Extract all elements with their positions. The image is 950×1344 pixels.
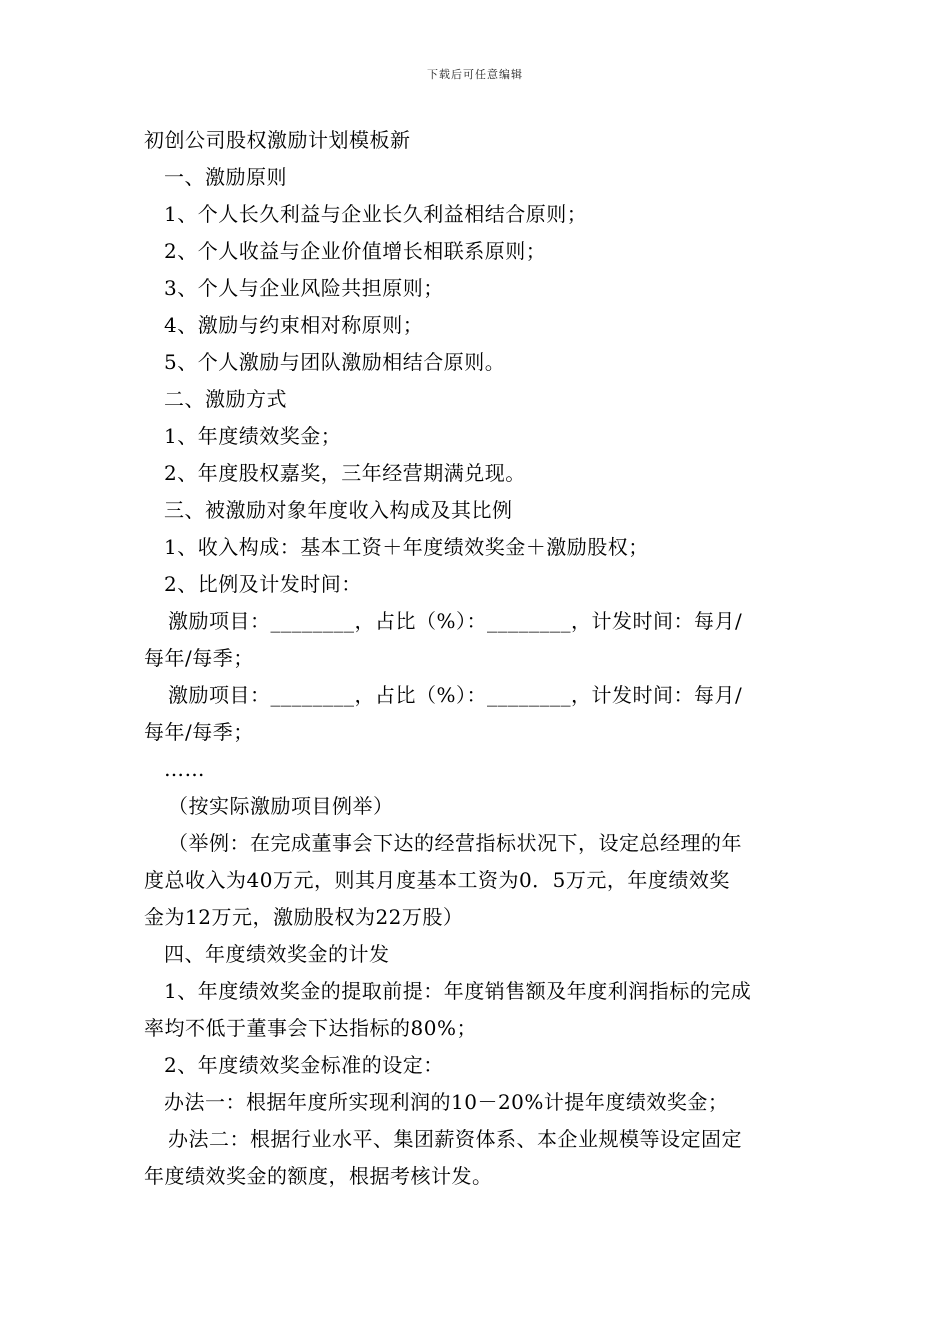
method-2-line-2: 年度绩效奖金的额度，根据考核计发。 — [144, 1164, 493, 1188]
section2-item-1: 1、年度绩效奖金； — [164, 424, 342, 448]
section4-item-2: 2、年度绩效奖金标准的设定： — [164, 1053, 444, 1077]
section1-item-3: 3、个人与企业风险共担原则； — [164, 276, 444, 300]
example-line-1: （举例：在完成董事会下达的经营指标状况下，设定总经理的年 — [168, 831, 742, 855]
section3-heading: 三、被激励对象年度收入构成及其比例 — [164, 498, 513, 522]
header-note: 下载后可任意编辑 — [427, 68, 523, 81]
section1-item-1: 1、个人长久利益与企业长久利益相结合原则； — [164, 202, 588, 226]
section1-item-2: 2、个人收益与企业价值增长相联系原则； — [164, 239, 547, 263]
example-note: （按实际激励项目例举） — [168, 794, 394, 818]
document-title: 初创公司股权激励计划模板新 — [144, 128, 411, 152]
example-line-3: 金为12万元，激励股权为22万股） — [144, 905, 464, 929]
section1-heading: 一、激励原则 — [164, 165, 287, 189]
incentive-row-1-line-1: 激励项目：________，占比（%）：________，计发时间：每月/ — [168, 609, 743, 633]
document-body — [144, 122, 814, 1195]
section3-item-1: 1、收入构成：基本工资＋年度绩效奖金＋激励股权； — [164, 535, 649, 559]
incentive-row-2-line-1: 激励项目：________，占比（%）：________，计发时间：每月/ — [168, 683, 743, 707]
method-1: 办法一：根据年度所实现利润的10－20%计提年度绩效奖金； — [164, 1090, 729, 1114]
section4-item-1-line-1: 1、年度绩效奖金的提取前提：年度销售额及年度利润指标的完成 — [164, 979, 752, 1003]
section2-heading: 二、激励方式 — [164, 387, 287, 411]
section4-heading: 四、年度绩效奖金的计发 — [164, 942, 390, 966]
section1-item-4: 4、激励与约束相对称原则； — [164, 313, 424, 337]
method-2-line-1: 办法二：根据行业水平、集团薪资体系、本企业规模等设定固定 — [168, 1127, 742, 1151]
section2-item-2: 2、年度股权嘉奖，三年经营期满兑现。 — [164, 461, 526, 485]
incentive-row-1-line-2: 每年/每季； — [144, 646, 254, 670]
incentive-row-2-line-2: 每年/每季； — [144, 720, 254, 744]
ellipsis: …… — [164, 757, 205, 781]
example-line-2: 度总收入为40万元，则其月度基本工资为0．5万元，年度绩效奖 — [144, 868, 730, 892]
section3-item-2: 2、比例及计发时间： — [164, 572, 362, 596]
section1-item-5: 5、个人激励与团队激励相结合原则。 — [164, 350, 506, 374]
section4-item-1-line-2: 率均不低于董事会下达指标的80%； — [144, 1016, 477, 1040]
